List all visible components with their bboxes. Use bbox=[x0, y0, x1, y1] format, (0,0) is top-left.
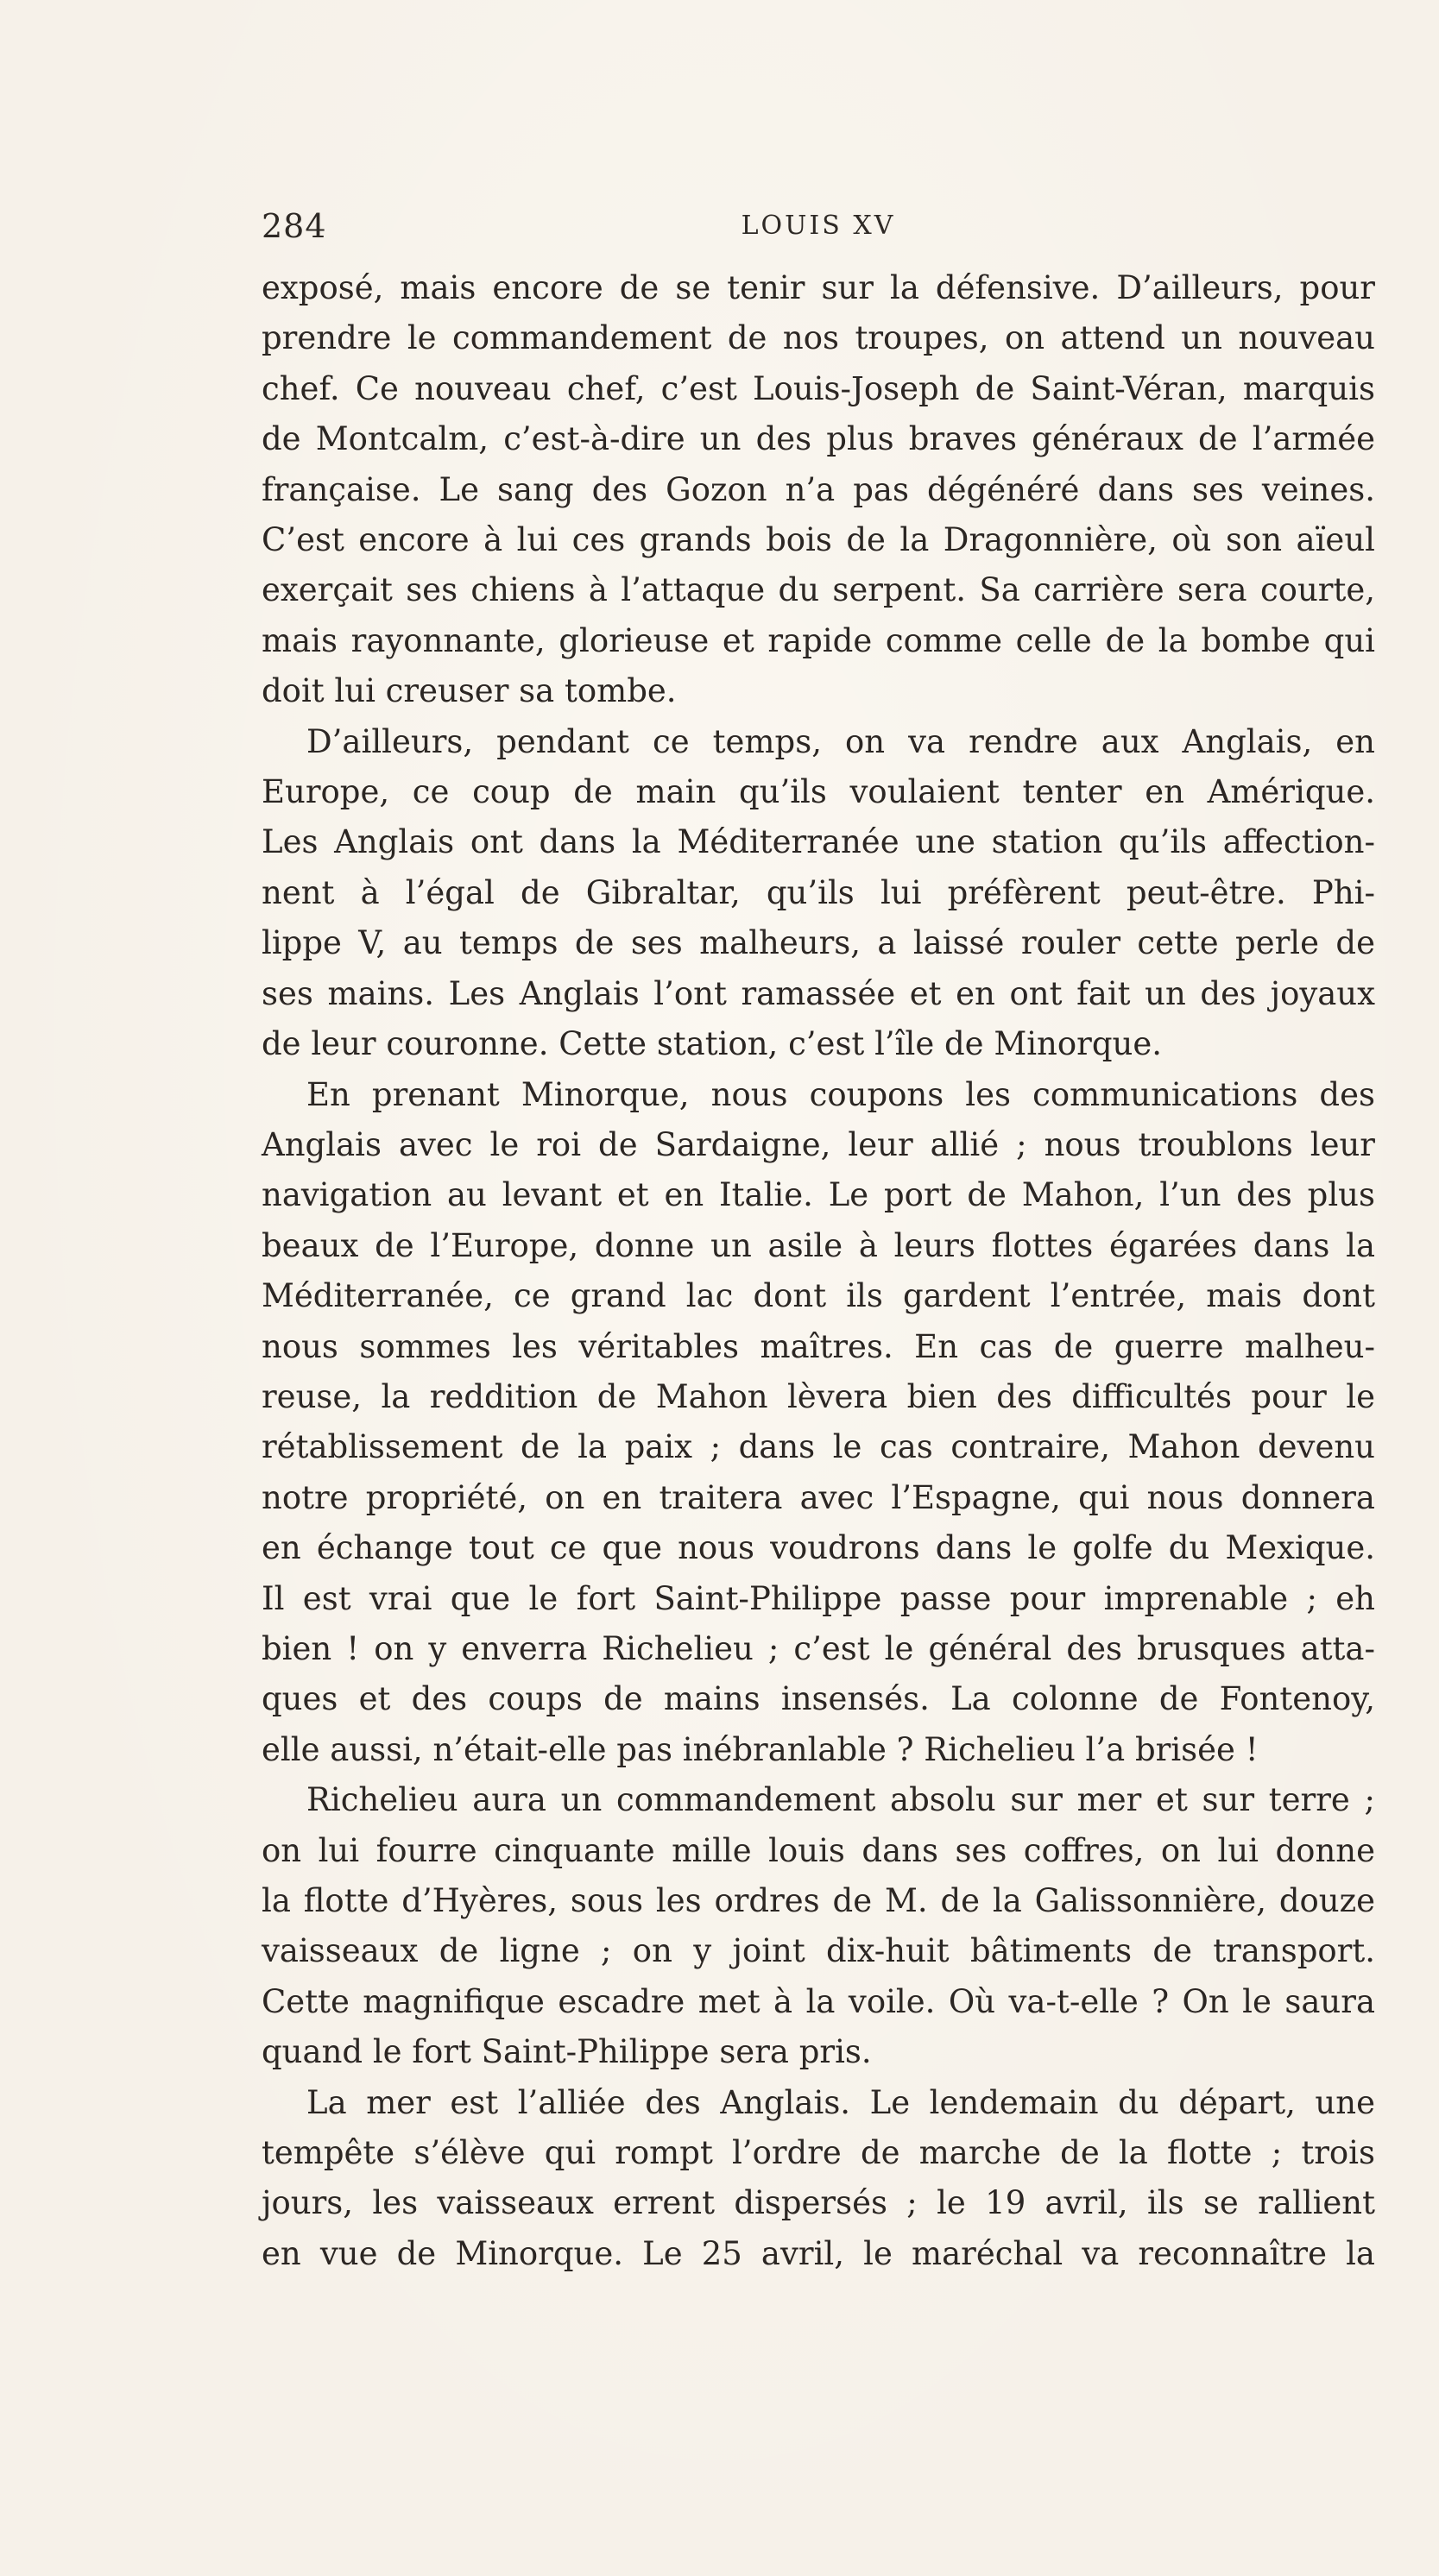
text-line: Les Anglais ont dans la Méditerranée une station qu’ils affection- bbox=[262, 823, 1375, 861]
text-line: elle aussi, n’était-elle pas inébranlable ? Richelieu l’a brisée ! bbox=[262, 1730, 1259, 1768]
text-line: exerçait ses chiens à l’attaque du serpent. Sa carrière sera courte, bbox=[262, 571, 1375, 609]
text-line: Europe, ce coup de main qu’ils voulaient tenter en Amérique. bbox=[262, 773, 1375, 811]
text-line: doit lui creuser sa tombe. bbox=[262, 672, 677, 710]
text-line: on lui fourre cinquante mille louis dans ses coffres, on lui donne bbox=[262, 1831, 1375, 1869]
text-line: Cette magnifique escadre met à la voile. Où va-t-elle ? On le saura bbox=[262, 1982, 1375, 2020]
text-line: la flotte d’Hyères, sous les ordres de M. de la Galissonnière, douze bbox=[262, 1882, 1375, 1919]
text-line: quand le fort Saint-Philippe sera pris. bbox=[262, 2033, 872, 2071]
text-line: Anglais avec le roi de Sardaigne, leur allié ; nous troublons leur bbox=[262, 1125, 1375, 1163]
body-text bbox=[262, 263, 1375, 2279]
text-line: chef. Ce nouveau chef, c’est Louis-Joseph de Saint-Véran, marquis bbox=[262, 369, 1375, 407]
page-number: 284 bbox=[262, 207, 327, 245]
text-line: lippe V, au temps de ses malheurs, a laissé rouler cette perle de bbox=[262, 924, 1375, 962]
text-line: D’ailleurs, pendant ce temps, on va rendre aux Anglais, en bbox=[306, 722, 1375, 760]
text-line: en vue de Minorque. Le 25 avril, le maréchal va reconnaître la bbox=[262, 2234, 1375, 2272]
text-line: tempête s’élève qui rompt l’ordre de marche de la flotte ; trois bbox=[262, 2134, 1375, 2172]
text-line: en échange tout ce que nous voudrons dans le golfe du Mexique. bbox=[262, 1529, 1375, 1567]
text-line: Méditerranée, ce grand lac dont ils gardent l’entrée, mais dont bbox=[262, 1277, 1375, 1315]
text-line: beaux de l’Europe, donne un asile à leurs flottes égarées dans la bbox=[262, 1226, 1375, 1264]
text-line: vaisseaux de ligne ; on y joint dix-huit bâtiments de transport. bbox=[262, 1932, 1375, 1970]
text-line: de leur couronne. Cette station, c’est l’île de Minorque. bbox=[262, 1025, 1163, 1063]
text-line: de Montcalm, c’est-à-dire un des plus braves généraux de l’armée bbox=[262, 420, 1375, 458]
text-line: nent à l’égal de Gibraltar, qu’ils lui préfèrent peut-être. Phi- bbox=[262, 873, 1375, 911]
text-line: prendre le commandement de nos troupes, on attend un nouveau bbox=[262, 319, 1375, 357]
text-line: notre propriété, on en traitera avec l’Espagne, qui nous donnera bbox=[262, 1478, 1375, 1516]
text-line: navigation au levant et en Italie. Le port de Mahon, l’un des plus bbox=[262, 1176, 1375, 1214]
text-line: C’est encore à lui ces grands bois de la Dragonnière, où son aïeul bbox=[262, 521, 1375, 559]
text-line: reuse, la reddition de Mahon lèvera bien des difficultés pour le bbox=[262, 1377, 1375, 1415]
text-line: jours, les vaisseaux errent dispersés ; le 19 avril, ils se rallient bbox=[262, 2184, 1375, 2222]
running-title: LOUIS XV bbox=[741, 211, 896, 241]
text-line: ses mains. Les Anglais l’ont ramassée et en ont fait un des joyaux bbox=[262, 974, 1375, 1012]
text-line: nous sommes les véritables maîtres. En cas de guerre malheu- bbox=[262, 1327, 1375, 1365]
text-line: bien ! on y enverra Richelieu ; c’est le général des brusques atta- bbox=[262, 1629, 1375, 1667]
text-line: Richelieu aura un commandement absolu sur mer et sur terre ; bbox=[306, 1781, 1375, 1819]
text-line: exposé, mais encore de se tenir sur la défensive. D’ailleurs, pour bbox=[262, 269, 1375, 306]
text-line: rétablissement de la paix ; dans le cas contraire, Mahon devenu bbox=[262, 1428, 1375, 1466]
text-line: française. Le sang des Gozon n’a pas dégénéré dans ses veines. bbox=[262, 470, 1375, 508]
text-line: Il est vrai que le fort Saint-Philippe passe pour imprenable ; eh bbox=[262, 1579, 1375, 1617]
text-line: ques et des coups de mains insensés. La colonne de Fontenoy, bbox=[262, 1680, 1375, 1718]
text-line: En prenant Minorque, nous coupons les communications des bbox=[306, 1075, 1375, 1113]
text-line: mais rayonnante, glorieuse et rapide comme celle de la bombe qui bbox=[262, 621, 1375, 659]
text-line: La mer est l’alliée des Anglais. Le lendemain du départ, une bbox=[306, 2083, 1375, 2121]
page-header bbox=[262, 207, 1375, 259]
